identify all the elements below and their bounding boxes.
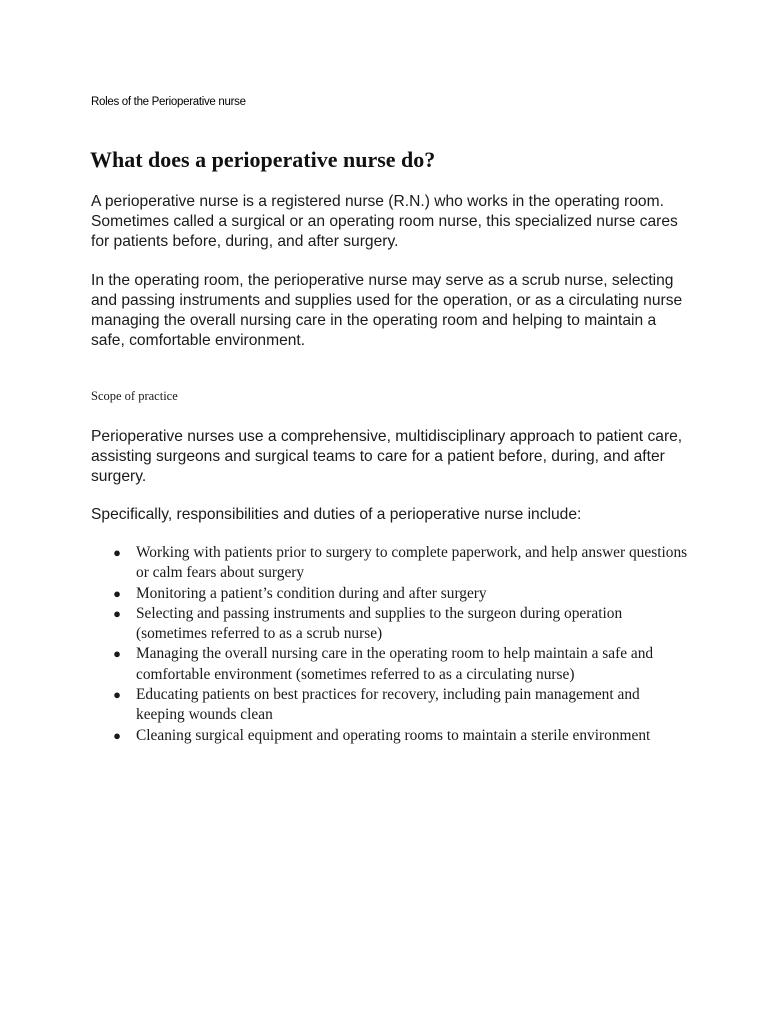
duties-list — [110, 543, 690, 746]
intro-paragraph: A perioperative nurse is a registered nurse (R.N.) who works in the operating room. Sometimes called a surgical or an operating room nurse, this specialized nurse cares for patients before, during, and after surgery. — [91, 193, 678, 250]
list-item — [110, 604, 690, 645]
bullet-icon: ● — [113, 585, 121, 601]
scope-paragraph: Perioperative nurses use a comprehensive, multidisciplinary approach to patient care, assisting surgeons and surgical teams to care for a patient before, during, and after surgery. — [91, 428, 683, 485]
operating-room-paragraph: In the operating room, the perioperative nurse may serve as a scrub nurse, selecting and passing instruments and supplies used for the operation, or as a circulating nurse managing the overall nursing care in the operating room and helping to maintain a safe, comfortable environment. — [91, 272, 683, 349]
bullet-icon: ● — [113, 687, 121, 703]
list-item — [110, 543, 690, 584]
page-title: What does a perioperative nurse do? — [90, 147, 436, 172]
list-item-text: Monitoring a patient’s condition during and after surgery — [136, 584, 487, 602]
list-item-text: Cleaning surgical equipment and operating rooms to maintain a sterile environment — [136, 726, 651, 744]
list-item — [110, 685, 690, 726]
list-item — [110, 644, 690, 685]
bullet-icon: ● — [113, 545, 121, 560]
list-item-text: Educating patients on best practices for recovery, including pain management and keeping wounds clean — [136, 686, 640, 724]
bullet-icon: ● — [113, 727, 121, 743]
list-item-text: Selecting and passing instruments and supplies to the surgeon during operation (sometimes referred to as a scrub nurse) — [136, 604, 623, 643]
bullet-icon: ● — [113, 605, 121, 621]
list-item-text: Working with patients prior to surgery to complete paperwork, and help answer questions or calm fears about surgery — [136, 544, 688, 582]
list-item — [110, 584, 690, 604]
list-item-text: Managing the overall nursing care in the operating room to help maintain a safe and comfortable environment (sometimes referred to as a circulating nurse) — [136, 645, 654, 683]
document-header: Roles of the Perioperative nurse — [91, 96, 246, 108]
duties-intro-paragraph: Specifically, responsibilities and duties of a perioperative nurse include: — [91, 506, 582, 523]
section-heading: Scope of practice — [91, 389, 178, 403]
bullet-icon: ● — [113, 646, 121, 662]
list-item — [110, 726, 690, 746]
